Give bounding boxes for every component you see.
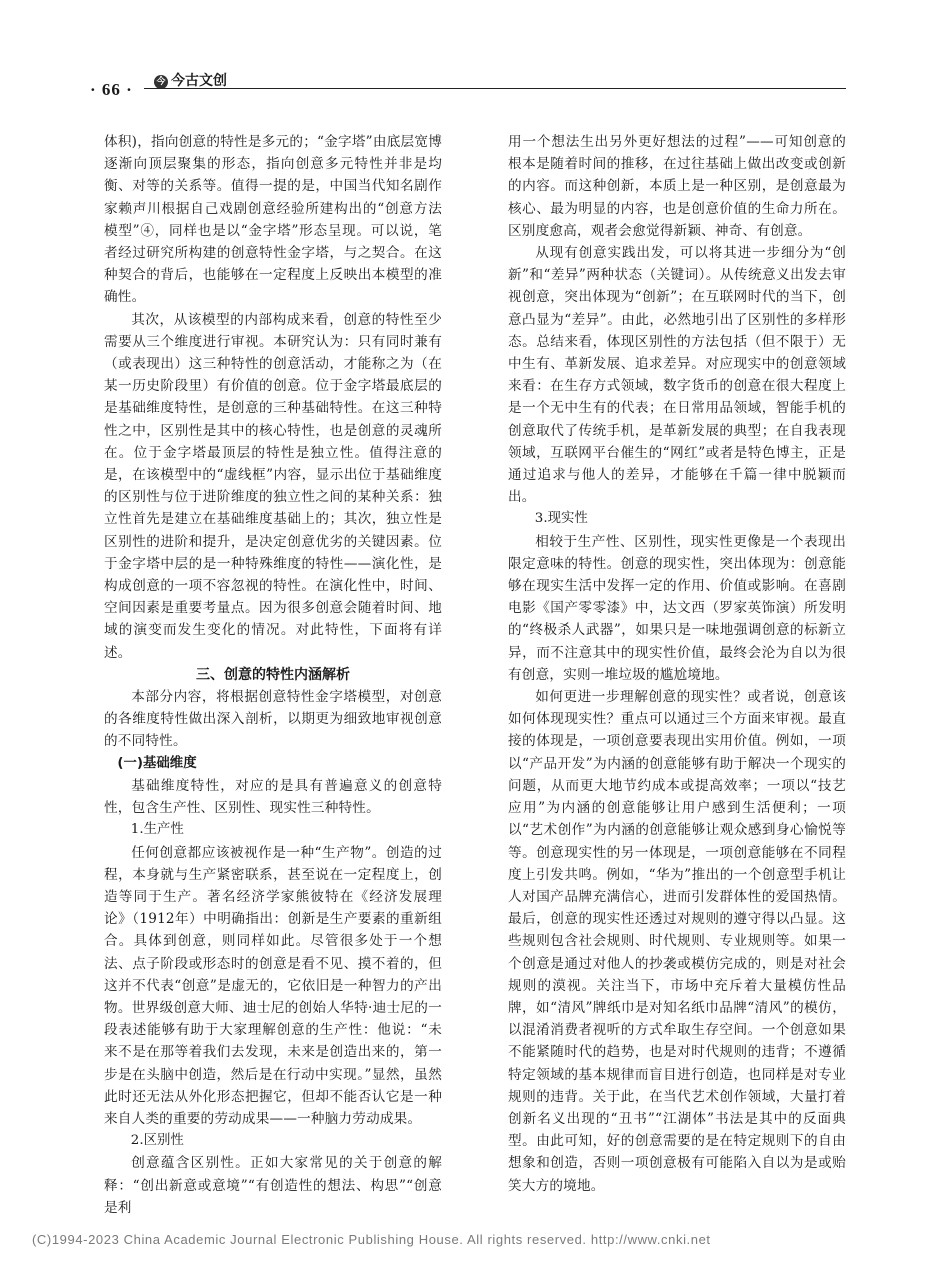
page-number: · 66 · [90, 80, 133, 99]
paragraph: 如何更进一步理解创意的现实性？或者说，创意该如何体现现实性？重点可以通过三个方面来审视。最直接的体现是，一项创意要表现出实用价值。例如，一项以“产品开发”为内涵的创意能够有助于解决一个现实的问题，从而更大地节约成本或提高效率；一项以“技艺应用”为内涵的创意能够让用户感到生活便利；一项以“艺术创作”为内涵的创意能够让观众感到身心愉悦等等。创意现实性的另一体现是，一项创意能够在不同程度上引发共鸣。例如，“华为”推出的一个创意型手机让人对国产品牌充满信心，进而引发群体性的爱国热情。最后，创意的现实性还透过对规则的遵守得以凸显。这些规则包含社会规则、时代规则、专业规则等。如果一个创意是通过对他人的抄袭或模仿完成的，则是对社会规则的漠视。关注当下，市场中充斥着大量模仿性品牌，如“清风”牌纸巾是对知名纸巾品牌“清风”的模仿，以混淆消费者视听的方式牟取生存空间。一个创意如果不能紧随时代的趋势，也是对时代规则的违背；不遵循特定领域的基本规律而盲目进行创造，也同样是对专业规则的违背。关于此，在当代艺术创作领域，大量打着创新名义出现的“丑书”“江湖体”书法是其中的反面典型。由此可知，好的创意需要的是在特定规则下的自由想象和创造，否则一项创意极有可能陷入自以为是或贻笑大方的境地。 [508, 689, 846, 1194]
item-heading: 3.现实性 [534, 511, 588, 527]
paragraph: 创意蕴含区别性。正如大家常见的关于创意的解释：“创出新意或意境”“有创造性的想法、构思”“创意是利 [104, 1155, 442, 1216]
paragraph: 本部分内容，将根据创意特性金字塔模型，对创意的各维度特性做出深入剖析，以期更为细致地审视创意的不同特性。 [104, 689, 442, 750]
page-header [90, 64, 846, 104]
section-heading: 三、创意的特性内涵解析 [196, 666, 350, 683]
paragraph: 体积)，指向创意的特性是多元的；“金字塔”由底层宽博逐渐向顶层聚集的形态，指向创意多元特性并非是均衡、对等的关系等。值得一提的是，中国当代知名剧作家赖声川根据自己戏剧创意经验所建构出的“创意方法模型”④，同样也是以“金字塔”形态呈现。可以说，笔者经过研究所构建的创意特性金字塔，与之契合。在这种契合的背后，也能够在一定程度上反映出本模型的准确性。 [104, 134, 442, 306]
item-heading: 2.区别性 [130, 1133, 184, 1149]
paragraph: 其次，从该模型的内部构成来看，创意的特性至少需要从三个维度进行审视。本研究认为：只有同时兼有（或表现出）这三种特性的创意活动，才能称之为（在某一历史阶段里）有价值的创意。位于金字塔最底层的是基础维度特性，是创意的三种基础特性。在这三种特性之中，区别性是其中的核心特性，也是创意的灵魂所在。位于金字塔最顶层的特性是独立性。值得注意的是，在该模型中的“虚线框”内容，显示出位于基础维度的区别性与位于进阶维度的独立性之间的某种关系：独立性首先是建立在基础维度基础上的；其次，独立性是区别性的进阶和提升，是决定创意优劣的关键因素。位于金字塔中层的是一种特殊维度的特性——演化性，是构成创意的一项不容忽视的特性。在演化性中，时间、空间因素是重要考量点。因为很多创意会随着时间、地域的演变而发生变化的情况。对此特性，下面将有详述。 [104, 311, 442, 661]
journal-name: 今古文创 [171, 73, 227, 89]
paragraph: 基础维度特性，对应的是具有普遍意义的创意特性，包含生产性、区别性、现实性三种特性。 [104, 777, 442, 817]
right-column [508, 131, 846, 1197]
paragraph: 从现有创意实践出发，可以将其进一步细分为“创新”和“差异”两种状态（关键词）。从传统意义出发去审视创意，突出体现为“创新”；在互联网时代的当下，创意凸显为“差异”。由此，必然地引出了区别性的多样形态。总结来看，体现区别性的方法包括（但不限于）无中生有、革新发展、追求差异。对应现实中的创意领域来看：在生存方式领域，数字货币的创意在很大程度上是一个无中生有的代表；在日常用品领域，智能手机的创意取代了传统手机，是革新发展的典型；在自我表现领域，互联网平台催生的“网红”或者是特色博主，正是通过追求与他人的差异，才能够在千篇一律中脱颖而出。 [508, 245, 846, 506]
item-heading: 1.生产性 [130, 822, 184, 838]
subsection-heading: (一)基础维度 [117, 755, 197, 771]
journal-logo-icon: 今 [154, 75, 168, 89]
header-rule [144, 88, 846, 89]
paragraph: 任何创意都应该被视作是一种“生产物”。创造的过程，本身就与生产紧密联系，甚至说在一定程度上，创造等同于生产。著名经济学家熊彼特在《经济发展理论》（1912年）中明确指出：创新是生产要素的重新组合。具体到创意，则同样如此。尽管很多处于一个想法、点子阶段或形态时的创意是看不见、摸不着的，但这并不代表“创意”是虚无的，它依旧是一种智力的产出物。世界级创意大师、迪士尼的创始人华特·迪士尼的一段表述能够有助于大家理解创意的生产性：他说：“未来不是在那等着我们去发现，未来是创造出来的，第一步是在头脑中创造，然后是在行动中实现。”显然，虽然此时还无法从外化形态把握它，但却不能否认它是一种来自人类的重要的劳动成果——一种脑力劳动成果。 [104, 844, 442, 1127]
paragraph: 用一个想法生出另外更好想法的过程”——可知创意的根本是随着时间的推移，在过往基础上做出改变或创新的内容。而这种创新，本质上是一种区别，是创意最为核心、最为明显的内容，也是创意价值的生命力所在。区别度愈高，观者会愈觉得新颖、神奇、有创意。 [508, 134, 846, 239]
paragraph: 相较于生产性、区别性，现实性更像是一个表现出限定意味的特性。创意的现实性，突出体现为：创意能够在现实生活中发挥一定的作用、价值或影响。在喜剧电影《国产零零漆》中，达文西（罗家英饰演）所发明的“终极杀人武器”，如果只是一味地强调创意的标新立异，而不注意其中的现实性价值，最终会沦为自以为很有创意，实则一堆垃圾的尴尬境地。 [508, 533, 846, 683]
left-column [104, 131, 442, 1219]
journal-title [154, 70, 227, 90]
copyright-footer: (C)1994-2023 China Academic Journal Electronic Publishing House. All rights reserved. http://www.cnki.net [32, 1232, 711, 1247]
